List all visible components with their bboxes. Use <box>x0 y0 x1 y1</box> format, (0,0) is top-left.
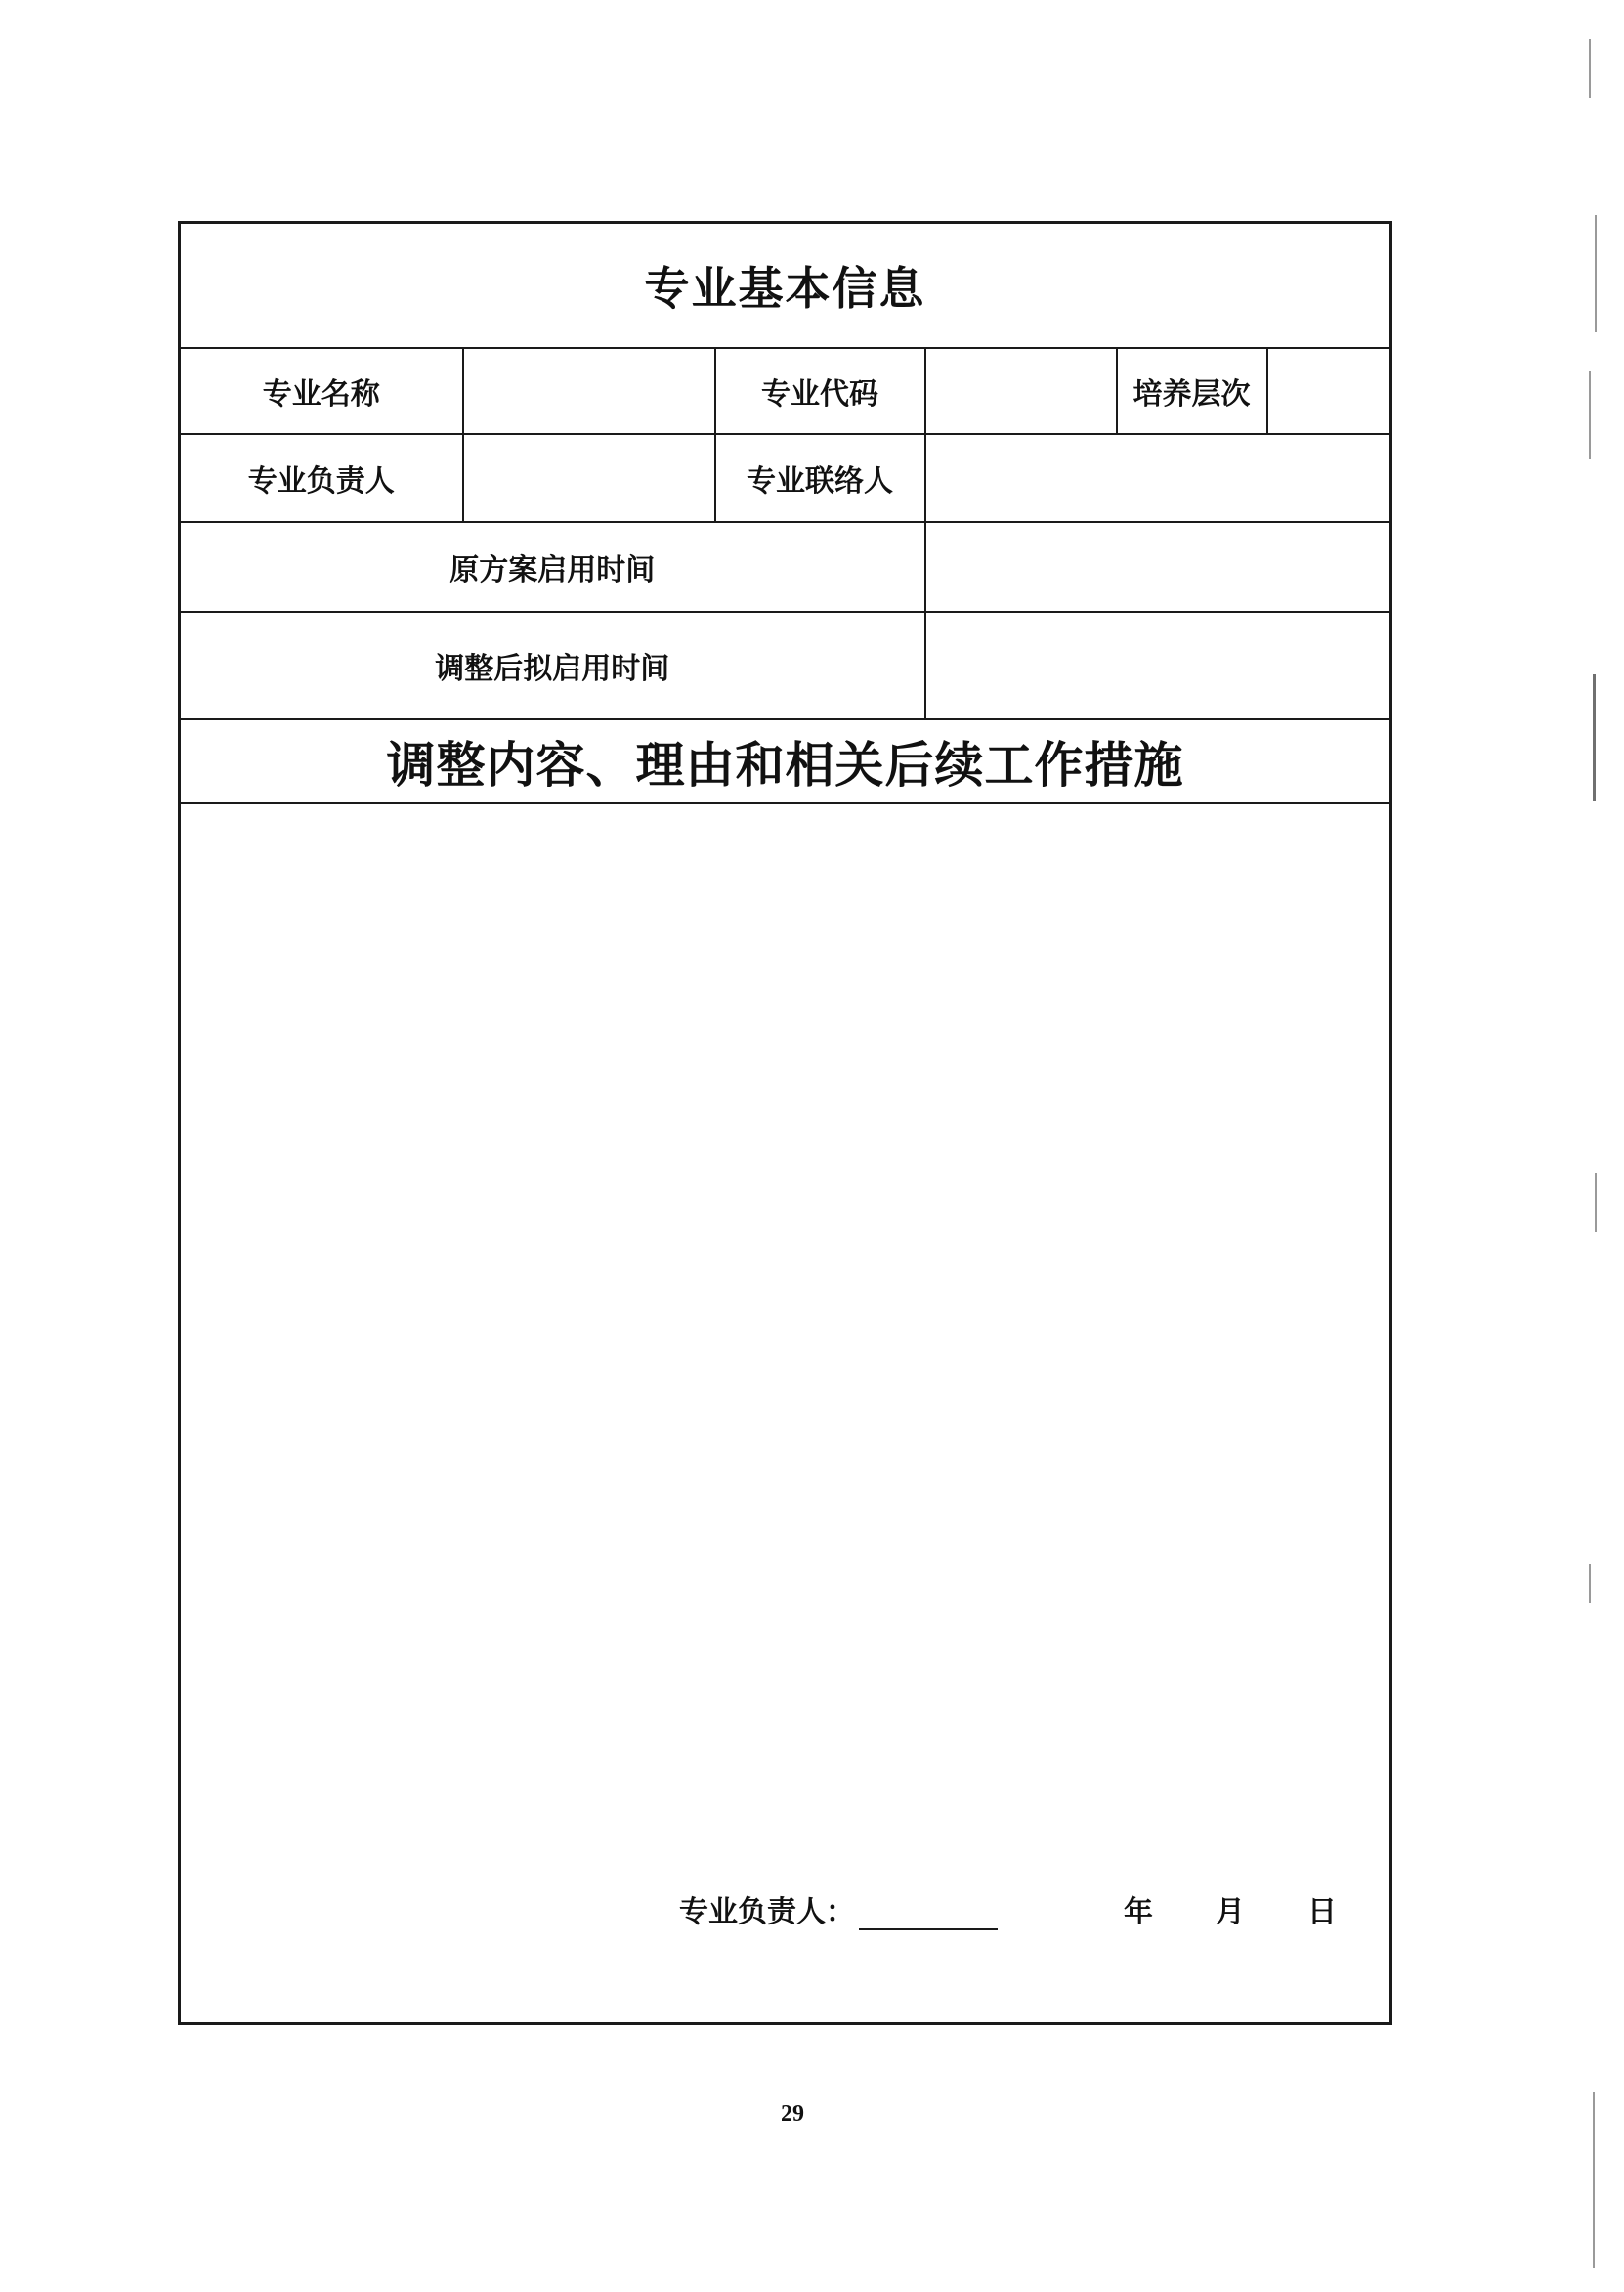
date-month-label: 月 <box>1216 1895 1245 1929</box>
adjusted-start-time-label: 调整后拟启用时间 <box>180 612 925 719</box>
signature-block <box>679 1887 998 1930</box>
major-code-field[interactable] <box>925 348 1117 434</box>
adjustment-content-area[interactable] <box>180 803 1391 2024</box>
training-level-label: 培养层次 <box>1117 348 1267 434</box>
original-start-time-field[interactable] <box>925 522 1391 612</box>
adjustment-section-title: 调整内容、理由和相关后续工作措施 <box>180 719 1391 803</box>
major-name-field[interactable] <box>463 348 715 434</box>
major-leader-field[interactable] <box>463 434 715 522</box>
major-name-label: 专业名称 <box>180 348 463 434</box>
date-year-label: 年 <box>1124 1895 1153 1929</box>
major-contact-field[interactable] <box>925 434 1391 522</box>
training-level-field[interactable] <box>1267 348 1391 434</box>
major-contact-label: 专业联络人 <box>715 434 925 522</box>
major-leader-label: 专业负责人 <box>180 434 463 522</box>
adjusted-start-time-field[interactable] <box>925 612 1391 719</box>
major-code-label: 专业代码 <box>715 348 925 434</box>
signature-line[interactable] <box>859 1899 998 1930</box>
date-day-label: 日 <box>1307 1895 1337 1929</box>
page-number: 29 <box>781 2101 804 2127</box>
form-title: 专业基本信息 <box>180 223 1391 349</box>
signature-label: 专业负责人： <box>679 1895 855 1929</box>
original-start-time-label: 原方案启用时间 <box>180 522 925 612</box>
major-info-form <box>178 221 1392 2025</box>
scan-edge-marks <box>1589 0 1603 2292</box>
date-block <box>1124 1887 1337 1930</box>
